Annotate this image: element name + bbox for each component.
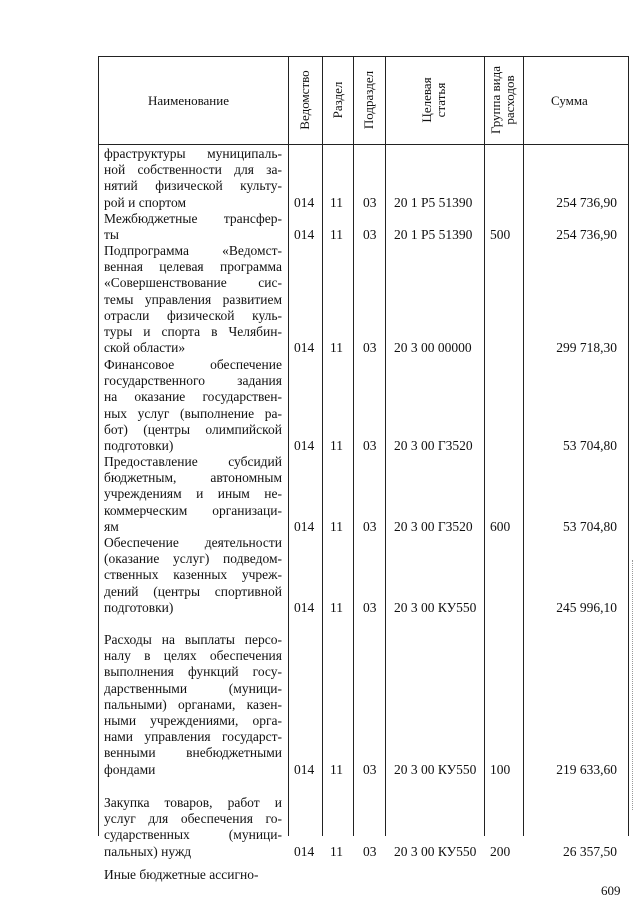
row-name-line: дарственными (муници- bbox=[104, 680, 282, 696]
row-name-line: пальными) органами, казен- bbox=[104, 696, 282, 712]
row-name-line: Обеспечение деятельности bbox=[104, 535, 282, 550]
row-name bbox=[104, 795, 282, 860]
row-razdel: 11 bbox=[330, 438, 343, 453]
row-name-line: Закупка товаров, работ и bbox=[104, 795, 282, 810]
row-podrazdel: 03 bbox=[363, 438, 377, 453]
row-gruppa: 500 bbox=[490, 227, 511, 243]
row-podrazdel: 03 bbox=[363, 194, 377, 210]
row-name-line: налу в целях обеспечения bbox=[104, 648, 282, 664]
table-top-border bbox=[98, 56, 629, 57]
row-name-line: рой и спортом bbox=[104, 194, 186, 210]
col-border bbox=[628, 56, 629, 836]
header-podrazdel: Подраздел bbox=[361, 70, 376, 130]
row-podrazdel: 03 bbox=[363, 843, 377, 859]
row-name-line: бот) (центры олимпийской bbox=[104, 421, 282, 437]
row-vedomstvo: 014 bbox=[294, 843, 315, 859]
row-name bbox=[104, 454, 282, 535]
page-number: 609 bbox=[601, 883, 621, 898]
row-summa: 245 996,10 bbox=[556, 599, 617, 615]
header-celevaya-line1: Целевая bbox=[419, 77, 434, 123]
row-summa: 254 736,90 bbox=[556, 194, 617, 210]
row-vedomstvo: 014 bbox=[294, 438, 315, 453]
row-vedomstvo: 014 bbox=[294, 761, 315, 777]
row-summa: 53 704,80 bbox=[563, 438, 617, 453]
row-name-line: Предоставление субсидий bbox=[104, 454, 282, 469]
row-name-line: фраструктуры муниципаль- bbox=[104, 146, 282, 161]
row-name-line: нами управления государст- bbox=[104, 729, 282, 745]
row-name-line: ными учреждениями, орга- bbox=[104, 712, 282, 728]
row-name-line: ты bbox=[104, 227, 119, 243]
row-podrazdel: 03 bbox=[363, 227, 377, 243]
header-gruppa-line2: расходов bbox=[502, 75, 517, 125]
row-razdel: 11 bbox=[330, 599, 343, 615]
header-summa: Сумма bbox=[551, 93, 588, 108]
row-name-line: Расходы на выплаты персо- bbox=[104, 632, 282, 647]
header-name: Наименование bbox=[148, 93, 229, 108]
row-name-line: услуг для обеспечения го- bbox=[104, 811, 282, 827]
header-bottom-border bbox=[98, 144, 629, 145]
row-name-line: ственных казенных учреж- bbox=[104, 567, 282, 583]
row-gruppa: 100 bbox=[490, 761, 511, 777]
row-name-line: Иные бюджетные ассигно- bbox=[104, 867, 259, 882]
row-name bbox=[104, 211, 282, 243]
row-name-line: коммерческим организаци- bbox=[104, 502, 282, 518]
col-border bbox=[523, 56, 524, 836]
row-name-line: Подпрограмма «Ведомст- bbox=[104, 243, 282, 258]
row-name bbox=[104, 243, 282, 356]
row-vedomstvo: 014 bbox=[294, 518, 315, 534]
col-border bbox=[484, 56, 485, 836]
row-name-line: пальных) нужд bbox=[104, 843, 192, 859]
budget-table bbox=[98, 56, 629, 882]
row-name-line: сударственных (муници- bbox=[104, 827, 282, 843]
row-podrazdel: 03 bbox=[363, 518, 377, 534]
row-name-line: на оказание государствен- bbox=[104, 389, 282, 405]
row-name-line: ской области» bbox=[104, 340, 186, 356]
row-gruppa: 600 bbox=[490, 518, 511, 534]
row-name bbox=[104, 146, 282, 211]
row-razdel: 11 bbox=[330, 518, 343, 534]
row-summa: 254 736,90 bbox=[556, 227, 617, 243]
row-name-line: Межбюджетные трансфер- bbox=[104, 211, 282, 226]
row-name-line: венная целевая программа bbox=[104, 259, 282, 275]
row-celevaya: 20 1 Р5 51390 bbox=[394, 194, 473, 210]
row-vedomstvo: 014 bbox=[294, 599, 315, 615]
row-razdel: 11 bbox=[330, 340, 343, 356]
row-celevaya: 20 3 00 00000 bbox=[394, 340, 472, 356]
row-podrazdel: 03 bbox=[363, 599, 377, 615]
row-name-line: государственного задания bbox=[104, 373, 282, 389]
row-name-line: «Совершенствование сис- bbox=[104, 275, 282, 291]
row-name-line: подготовки) bbox=[104, 599, 174, 615]
header-vedomstvo: Ведомство bbox=[297, 70, 312, 130]
row-vedomstvo: 014 bbox=[294, 227, 315, 243]
header-celevaya-line2: статья bbox=[433, 82, 448, 118]
row-name-line: ной собственности для за- bbox=[104, 162, 282, 178]
row-summa: 53 704,80 bbox=[563, 518, 617, 534]
row-name bbox=[104, 535, 282, 616]
row-razdel: 11 bbox=[330, 194, 343, 210]
col-border bbox=[353, 56, 354, 836]
row-vedomstvo: 014 bbox=[294, 194, 315, 210]
row-celevaya: 20 3 00 КУ550 bbox=[394, 599, 477, 615]
row-name-line: венными внебюджетными bbox=[104, 745, 282, 761]
row-name-line: Финансовое обеспечение bbox=[104, 357, 282, 372]
row-summa: 299 718,30 bbox=[556, 340, 617, 356]
header-razdel: Раздел bbox=[330, 81, 345, 119]
row-name-line: нятий физической культу- bbox=[104, 178, 282, 194]
row-podrazdel: 03 bbox=[363, 340, 377, 356]
row-summa: 26 357,50 bbox=[563, 843, 617, 859]
row-name-line: ных услуг (выполнение ра- bbox=[104, 405, 282, 421]
row-celevaya: 20 3 00 Г3520 bbox=[394, 518, 473, 534]
row-name-line: (оказание услуг) подведом- bbox=[104, 551, 282, 567]
row-name-line: отрасли физической куль- bbox=[104, 307, 282, 323]
row-gruppa: 200 bbox=[490, 843, 511, 859]
row-celevaya: 20 3 00 КУ550 bbox=[394, 843, 477, 859]
row-vedomstvo: 014 bbox=[294, 340, 315, 356]
row-name-line: дений (центры спортивной bbox=[104, 583, 282, 599]
col-border bbox=[98, 56, 99, 836]
row-celevaya: 20 3 00 КУ550 bbox=[394, 761, 477, 777]
row-name bbox=[104, 632, 282, 778]
row-razdel: 11 bbox=[330, 843, 343, 859]
row-name-line: темы управления развитием bbox=[104, 291, 282, 307]
scan-edge bbox=[632, 560, 634, 810]
row-name-line: учреждениям и иным не- bbox=[104, 486, 282, 502]
row-name bbox=[104, 867, 282, 883]
row-celevaya: 20 1 Р5 51390 bbox=[394, 227, 473, 243]
row-name-line: туры и спорта в Челябин- bbox=[104, 323, 282, 339]
header-gruppa-line1: Группа вида bbox=[488, 66, 503, 134]
row-celevaya: 20 3 00 Г3520 bbox=[394, 438, 473, 453]
row-razdel: 11 bbox=[330, 761, 343, 777]
row-name bbox=[104, 357, 282, 454]
col-border bbox=[385, 56, 386, 836]
header-celevaya bbox=[420, 77, 448, 122]
col-border bbox=[288, 56, 289, 836]
row-summa: 219 633,60 bbox=[556, 761, 617, 777]
col-border bbox=[322, 56, 323, 836]
row-name-line: ям bbox=[104, 518, 119, 534]
row-razdel: 11 bbox=[330, 227, 343, 243]
row-podrazdel: 03 bbox=[363, 761, 377, 777]
row-name-line: фондами bbox=[104, 761, 156, 777]
row-name-line: подготовки) bbox=[104, 437, 174, 453]
row-name-line: выполнения функций госу- bbox=[104, 664, 282, 680]
row-name-line: бюджетным, автономным bbox=[104, 470, 282, 486]
header-gruppa bbox=[489, 66, 517, 134]
